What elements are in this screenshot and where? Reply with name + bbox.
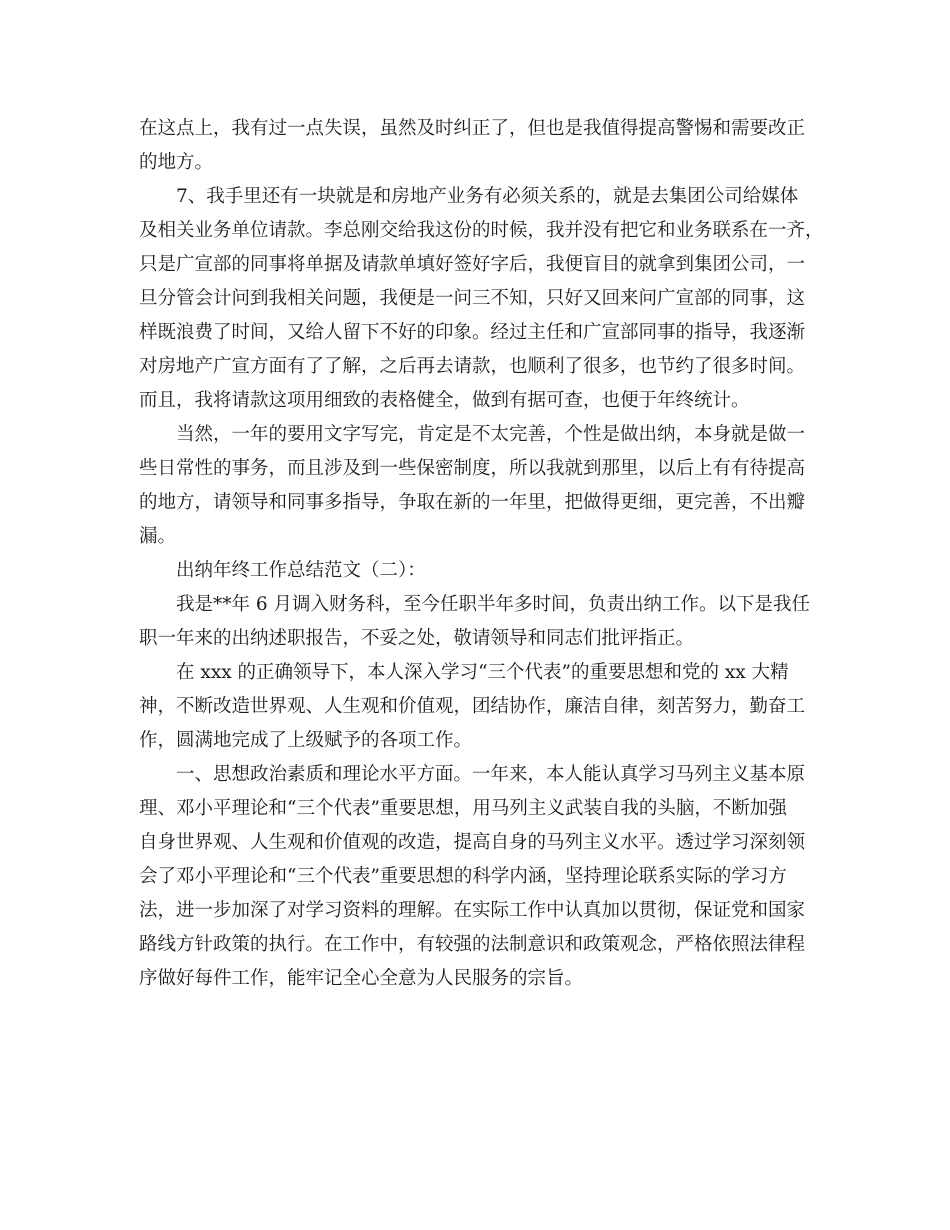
text-line: 会了邓小平理论和“三个代表”重要思想的科学内涵，坚持理论联系实际的学习方 — [139, 866, 787, 887]
text-line: 7、我手里还有一块就是和房地产业务有必须关系的，就是去集团公司给媒体 — [176, 186, 799, 207]
text-line: 法，进一步加深了对学习资料的理解。在实际工作中认真加以贯彻，保证党和国家 — [139, 900, 806, 921]
text-line: 的地方，请领导和同事多指导，争取在新的一年里，把做得更细，更完善，不出瓣 — [139, 492, 806, 513]
text-line: 而且，我将请款这项用细致的表格健全，做到有据可查，也便于年终统计。 — [139, 390, 750, 411]
text-line: 的地方。 — [139, 152, 214, 173]
text-line: 路线方针政策的执行。在工作中，有较强的法制意识和政策观念，严格依照法律程 — [139, 934, 806, 955]
text-line: 对房地产广宣方面有了了解，之后再去请款，也顺利了很多，也节约了很多时间。 — [139, 356, 806, 377]
text-line: 自身世界观、人生观和价值观的改造，提高自身的马列主义水平。透过学习深刻领 — [139, 832, 806, 853]
text-line: 漏。 — [139, 526, 177, 547]
text-line: 当然，一年的要用文字写完，肯定是不太完善，个性是做出纳，本身就是做一 — [176, 424, 806, 445]
text-line: 及相关业务单位请款。李总刚交给我这份的时候，我并没有把它和业务联系在一齐， — [139, 220, 824, 241]
text-line: 在这点上，我有过一点失误，虽然及时纠正了，但也是我值得提高警惕和需要改正 — [139, 118, 806, 139]
text-line: 神，不断改造世界观、人生观和价值观，团结协作，廉洁自律，刻苦努力，勤奋工 — [139, 696, 806, 717]
text-line: 我是**年 6 月调入财务科，至今任职半年多时间，负责出纳工作。以下是我任 — [176, 594, 811, 615]
text-line: 作，圆满地完成了上级赋予的各项工作。 — [139, 730, 473, 751]
document-body — [139, 112, 829, 996]
text-line: 旦分管会计问到我相关问题，我便是一问三不知，只好又回来问广宣部的同事，这 — [139, 288, 806, 309]
section-heading: 出纳年终工作总结范文（二）： — [176, 560, 426, 581]
text-line: 理、邓小平理论和“三个代表”重要思想，用马列主义武装自我的头脑，不断加强 — [139, 798, 787, 819]
text-line: 序做好每件工作，能牢记全心全意为人民服务的宗旨。 — [139, 968, 584, 989]
text-line: 只是广宣部的同事将单据及请款单填好签好字后，我便盲目的就拿到集团公司，一 — [139, 254, 806, 275]
text-line: 职一年来的出纳述职报告，不妥之处，敬请领导和同志们批评指正。 — [139, 628, 695, 649]
text-line: 些日常性的事务，而且涉及到一些保密制度，所以我就到那里，以后上有有待提高 — [139, 458, 806, 479]
text-line: 一、思想政治素质和理论水平方面。一年来，本人能认真学习马列主义基本原 — [176, 764, 806, 785]
text-line: 样既浪费了时间，又给人留下不好的印象。经过主任和广宣部同事的指导，我逐渐 — [139, 322, 806, 343]
text-line: 在 xxx 的正确领导下，本人深入学习“三个代表”的重要思想和党的 xx 大精 — [176, 662, 789, 683]
